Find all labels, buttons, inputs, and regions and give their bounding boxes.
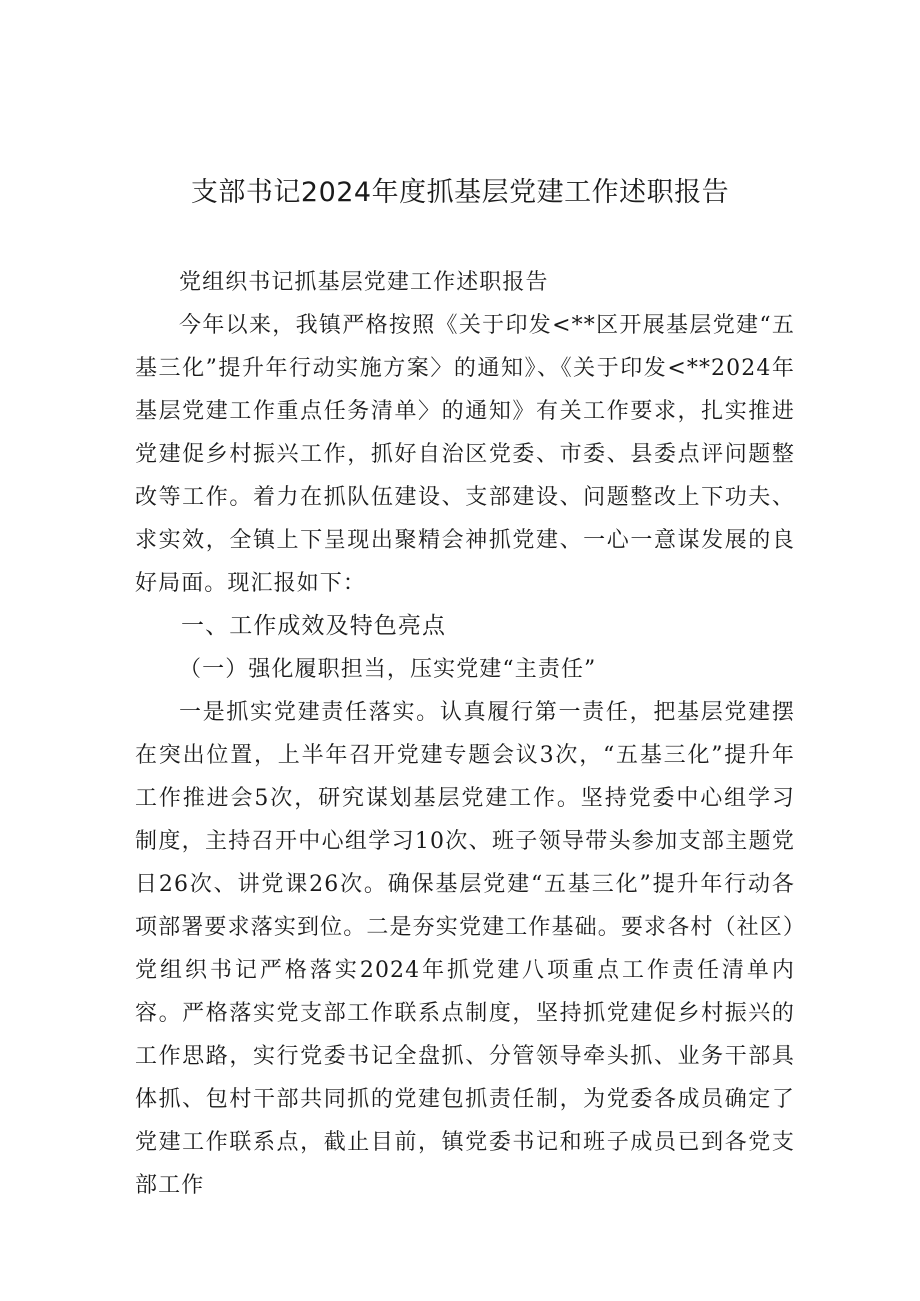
body-paragraph: 一是抓实党建责任落实。认真履行第一责任，把基层党建摆在突出位置，上半年召开党建专题会议3次，“五基三化”提升年工作推进会5次，研究谋划基层党建工作。坚持党委中心组学习制度，主持召开中心组学习10次、班子领导带头参加支部主题党日26次、讲党课26次。确保基层党建“五基三化”提升年行动各项部署要求落实到位。二是夯实党建工作基础。要求各村（社区）党组织书记严格落实2024年抓党建八项重点工作责任清单内容。严格落实党支部工作联系点制度，坚持抓党建促乡村振兴的工作思路，实行党委书记全盘抓、分管领导牵头抓、业务干部具体抓、包村干部共同抓的党建包抓责任制，为党委各成员确定了党建工作联系点，截止目前，镇党委书记和班子成员已到各党支部工作 [135, 700, 795, 1198]
document-title: 支部书记2024年度抓基层党建工作述职报告 [190, 177, 730, 208]
intro-paragraph: 今年以来，我镇严格按照《关于印发<**区开展基层党建“五基三化”提升年行动实施方案〉的通知》、《关于印发<**2024年基层党建工作重点任务清单〉的通知》有关工作要求，扎实推进党建促乡村振兴工作，抓好自治区党委、市委、县委点评问题整改等工作。着力在抓队伍建设、支部建设、问题整改上下功夫、求实效，全镇上下呈现出聚精会神抓党建、一心一意谋发展的良好局面。现汇报如下： [135, 313, 795, 596]
document-body [135, 261, 795, 1207]
subsection-heading: （一）强化履职担当，压实党建“主责任” [179, 657, 597, 682]
document-subtitle: 党组织书记抓基层党建工作述职报告 [179, 270, 549, 295]
section-heading: 一、工作成效及特色亮点 [181, 613, 447, 639]
